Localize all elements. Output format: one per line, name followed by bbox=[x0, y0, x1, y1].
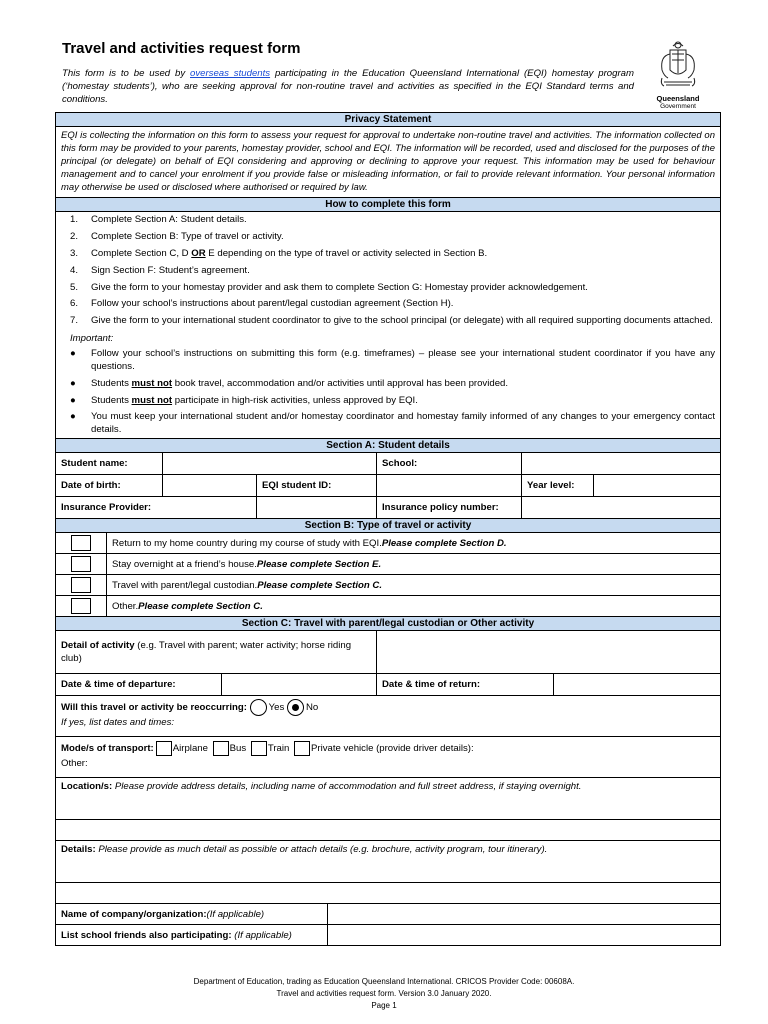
company-field[interactable] bbox=[328, 904, 720, 924]
section-b-heading: Section B: Type of travel or activity bbox=[56, 519, 720, 533]
overseas-students-link[interactable]: overseas students bbox=[190, 68, 271, 79]
return-field[interactable] bbox=[554, 674, 720, 695]
howto-section bbox=[56, 212, 720, 439]
departure-label: Date & time of departure: bbox=[56, 674, 222, 695]
eqi-id-label: EQI student ID: bbox=[257, 475, 377, 496]
friend-house-checkbox[interactable] bbox=[71, 556, 91, 572]
policy-number-field[interactable] bbox=[522, 497, 720, 518]
option-home-country: Return to my home country during my course of study with EQI. Please complete Section D. bbox=[56, 533, 720, 554]
step-4: 4. Sign Section F: Student’s agreement. bbox=[70, 264, 250, 276]
section-c-heading: Section C: Travel with parent/legal custodian or Other activity bbox=[56, 617, 720, 631]
student-name-field[interactable] bbox=[163, 453, 377, 474]
dob-field[interactable] bbox=[163, 475, 257, 496]
step-6: 6. Follow your school’s instructions about parent/legal custodian agreement (Section H). bbox=[70, 298, 454, 310]
eqi-id-field[interactable] bbox=[377, 475, 522, 496]
section-a-heading: Section A: Student details bbox=[56, 439, 720, 453]
school-label: School: bbox=[377, 453, 522, 474]
details-label: Details: bbox=[61, 844, 96, 856]
footer bbox=[0, 976, 768, 1012]
location-label: Location/s: bbox=[61, 781, 113, 793]
queensland-government-logo bbox=[650, 40, 706, 108]
location-hint: Please provide address details, including name of accommodation and full street address, if staying overnight. bbox=[112, 781, 582, 793]
insurance-provider-field[interactable] bbox=[257, 497, 377, 518]
other-checkbox[interactable] bbox=[71, 598, 91, 614]
step-3: 3. Complete Section C, D OR E depending on the type of travel or activity selected in Section B. bbox=[70, 247, 488, 259]
no-radio[interactable] bbox=[287, 699, 304, 716]
detail-row bbox=[56, 631, 720, 674]
howto-heading: How to complete this form bbox=[56, 198, 720, 212]
transport-label: Mode/s of transport: bbox=[61, 743, 154, 755]
dates-row bbox=[56, 674, 720, 696]
reoccur-row bbox=[56, 696, 720, 737]
bullet-3: ● Students must not participate in high-risk activities, unless approved by EQI. bbox=[70, 394, 418, 406]
detail-field[interactable] bbox=[377, 631, 720, 673]
student-row-2 bbox=[56, 475, 720, 497]
return-label: Date & time of return: bbox=[377, 674, 554, 695]
friends-field[interactable] bbox=[328, 925, 720, 945]
logo-sub: Government bbox=[660, 103, 696, 110]
student-name-label: Student name: bbox=[56, 453, 163, 474]
other-transport-label: Other: bbox=[61, 758, 88, 770]
privacy-heading: Privacy Statement bbox=[56, 113, 720, 127]
friends-row bbox=[56, 925, 720, 946]
option-friend-house: Stay overnight at a friend’s house. Please complete Section E. bbox=[56, 554, 720, 575]
bullet-1: ● Follow your school’s instructions on submitting this form (e.g. timeframes) – please see your international student coordinator if you have any questions. bbox=[70, 348, 715, 372]
bus-checkbox[interactable] bbox=[213, 741, 229, 756]
departure-field[interactable] bbox=[222, 674, 377, 695]
logo-name: Queensland bbox=[656, 94, 700, 103]
school-field[interactable] bbox=[522, 453, 720, 474]
details-row bbox=[56, 841, 720, 883]
location-row bbox=[56, 778, 720, 820]
yes-radio[interactable] bbox=[250, 699, 267, 716]
company-row bbox=[56, 904, 720, 925]
no-label: No bbox=[305, 702, 319, 714]
airplane-label: Airplane bbox=[172, 743, 208, 755]
bullet-2: ● Students must not book travel, accommodation and/or activities until approval has been provided. bbox=[70, 377, 509, 389]
step-2: 2. Complete Section B: Type of travel or activity. bbox=[70, 230, 284, 242]
transport-row bbox=[56, 737, 720, 778]
reoccur-label: Will this travel or activity be reoccurring: bbox=[61, 702, 247, 714]
private-vehicle-label: Private vehicle (provide driver details): bbox=[311, 743, 474, 755]
friends-label: List school friends also participating: (If applicable) bbox=[56, 925, 328, 945]
footer-line-2: Travel and activities request form. Version 3.0 January 2020. bbox=[276, 989, 492, 998]
privacy-text: EQI is collecting the information on this form to assess your request for approval to undertake non-routine travel and activities. The information collected on this form may be provided to your parents, homestay provider, school and EQI. The information will be recorded, used and disclosed for the purposes of the principal (or delegate) on behalf of EQI considering and approving or declining to approve your request. This information may be used for behaviour management and to cancel your enrolment if you provide false or misleading information, or fail to provide relevant information. Your personal information may otherwise be used or disclosed where authorised or required by law. bbox=[56, 127, 720, 198]
year-level-field[interactable] bbox=[594, 475, 720, 496]
yes-label: Yes bbox=[268, 702, 285, 714]
year-level-label: Year level: bbox=[522, 475, 594, 496]
company-label: Name of company/organization:(If applicable) bbox=[56, 904, 328, 924]
policy-number-label: Insurance policy number: bbox=[377, 497, 522, 518]
footer-line-1: Department of Education, trading as Education Queensland International. CRICOS Provider Code: 00608A. bbox=[193, 977, 575, 986]
details-field[interactable] bbox=[56, 883, 720, 904]
train-checkbox[interactable] bbox=[251, 741, 267, 756]
dob-label: Date of birth: bbox=[56, 475, 163, 496]
footer-page-number: Page 1 bbox=[371, 1001, 397, 1010]
step-1: 1. Complete Section A: Student details. bbox=[70, 214, 247, 225]
intro-text: This form is to be used by overseas students participating in the Education Queensland International (EQI) homestay program (‘homestay students’), who are seeking approval for non-routine travel and activities as specified in the EQI Standard terms and conditions. bbox=[62, 68, 634, 105]
page-title: Travel and activities request form bbox=[62, 40, 301, 57]
private-vehicle-checkbox[interactable] bbox=[294, 741, 310, 756]
option-other: Other. Please complete Section C. bbox=[56, 596, 720, 617]
option-parent-travel: Travel with parent/legal custodian. Please complete Section C. bbox=[56, 575, 720, 596]
request-form bbox=[55, 112, 721, 946]
bullet-4: ● You must keep your international student and/or homestay coordinator and homestay family informed of any changes to your emergency contact details. bbox=[70, 411, 715, 435]
details-hint: Please provide as much detail as possible or attach details (e.g. brochure, activity program, tour itinerary). bbox=[95, 844, 548, 856]
student-row-3 bbox=[56, 497, 720, 519]
home-country-checkbox[interactable] bbox=[71, 535, 91, 551]
location-field[interactable] bbox=[56, 820, 720, 841]
coat-of-arms-icon bbox=[656, 40, 700, 90]
step-7: 7. Give the form to your international student coordinator to give to the school principal (or delegate) with all required supporting documents attached. bbox=[70, 315, 713, 327]
student-row-1 bbox=[56, 453, 720, 475]
insurance-provider-label: Insurance Provider: bbox=[56, 497, 257, 518]
detail-label: Detail of activity (e.g. Travel with parent; water activity; horse riding club) bbox=[56, 631, 377, 673]
train-label: Train bbox=[267, 743, 290, 755]
important-label: Important: bbox=[70, 333, 114, 345]
step-5: 5. Give the form to your homestay provider and ask them to complete Section G: Homestay provider acknowledgement. bbox=[70, 281, 588, 293]
airplane-checkbox[interactable] bbox=[156, 741, 172, 756]
reoccur-hint: If yes, list dates and times: bbox=[61, 717, 175, 729]
parent-travel-checkbox[interactable] bbox=[71, 577, 91, 593]
bus-label: Bus bbox=[229, 743, 247, 755]
